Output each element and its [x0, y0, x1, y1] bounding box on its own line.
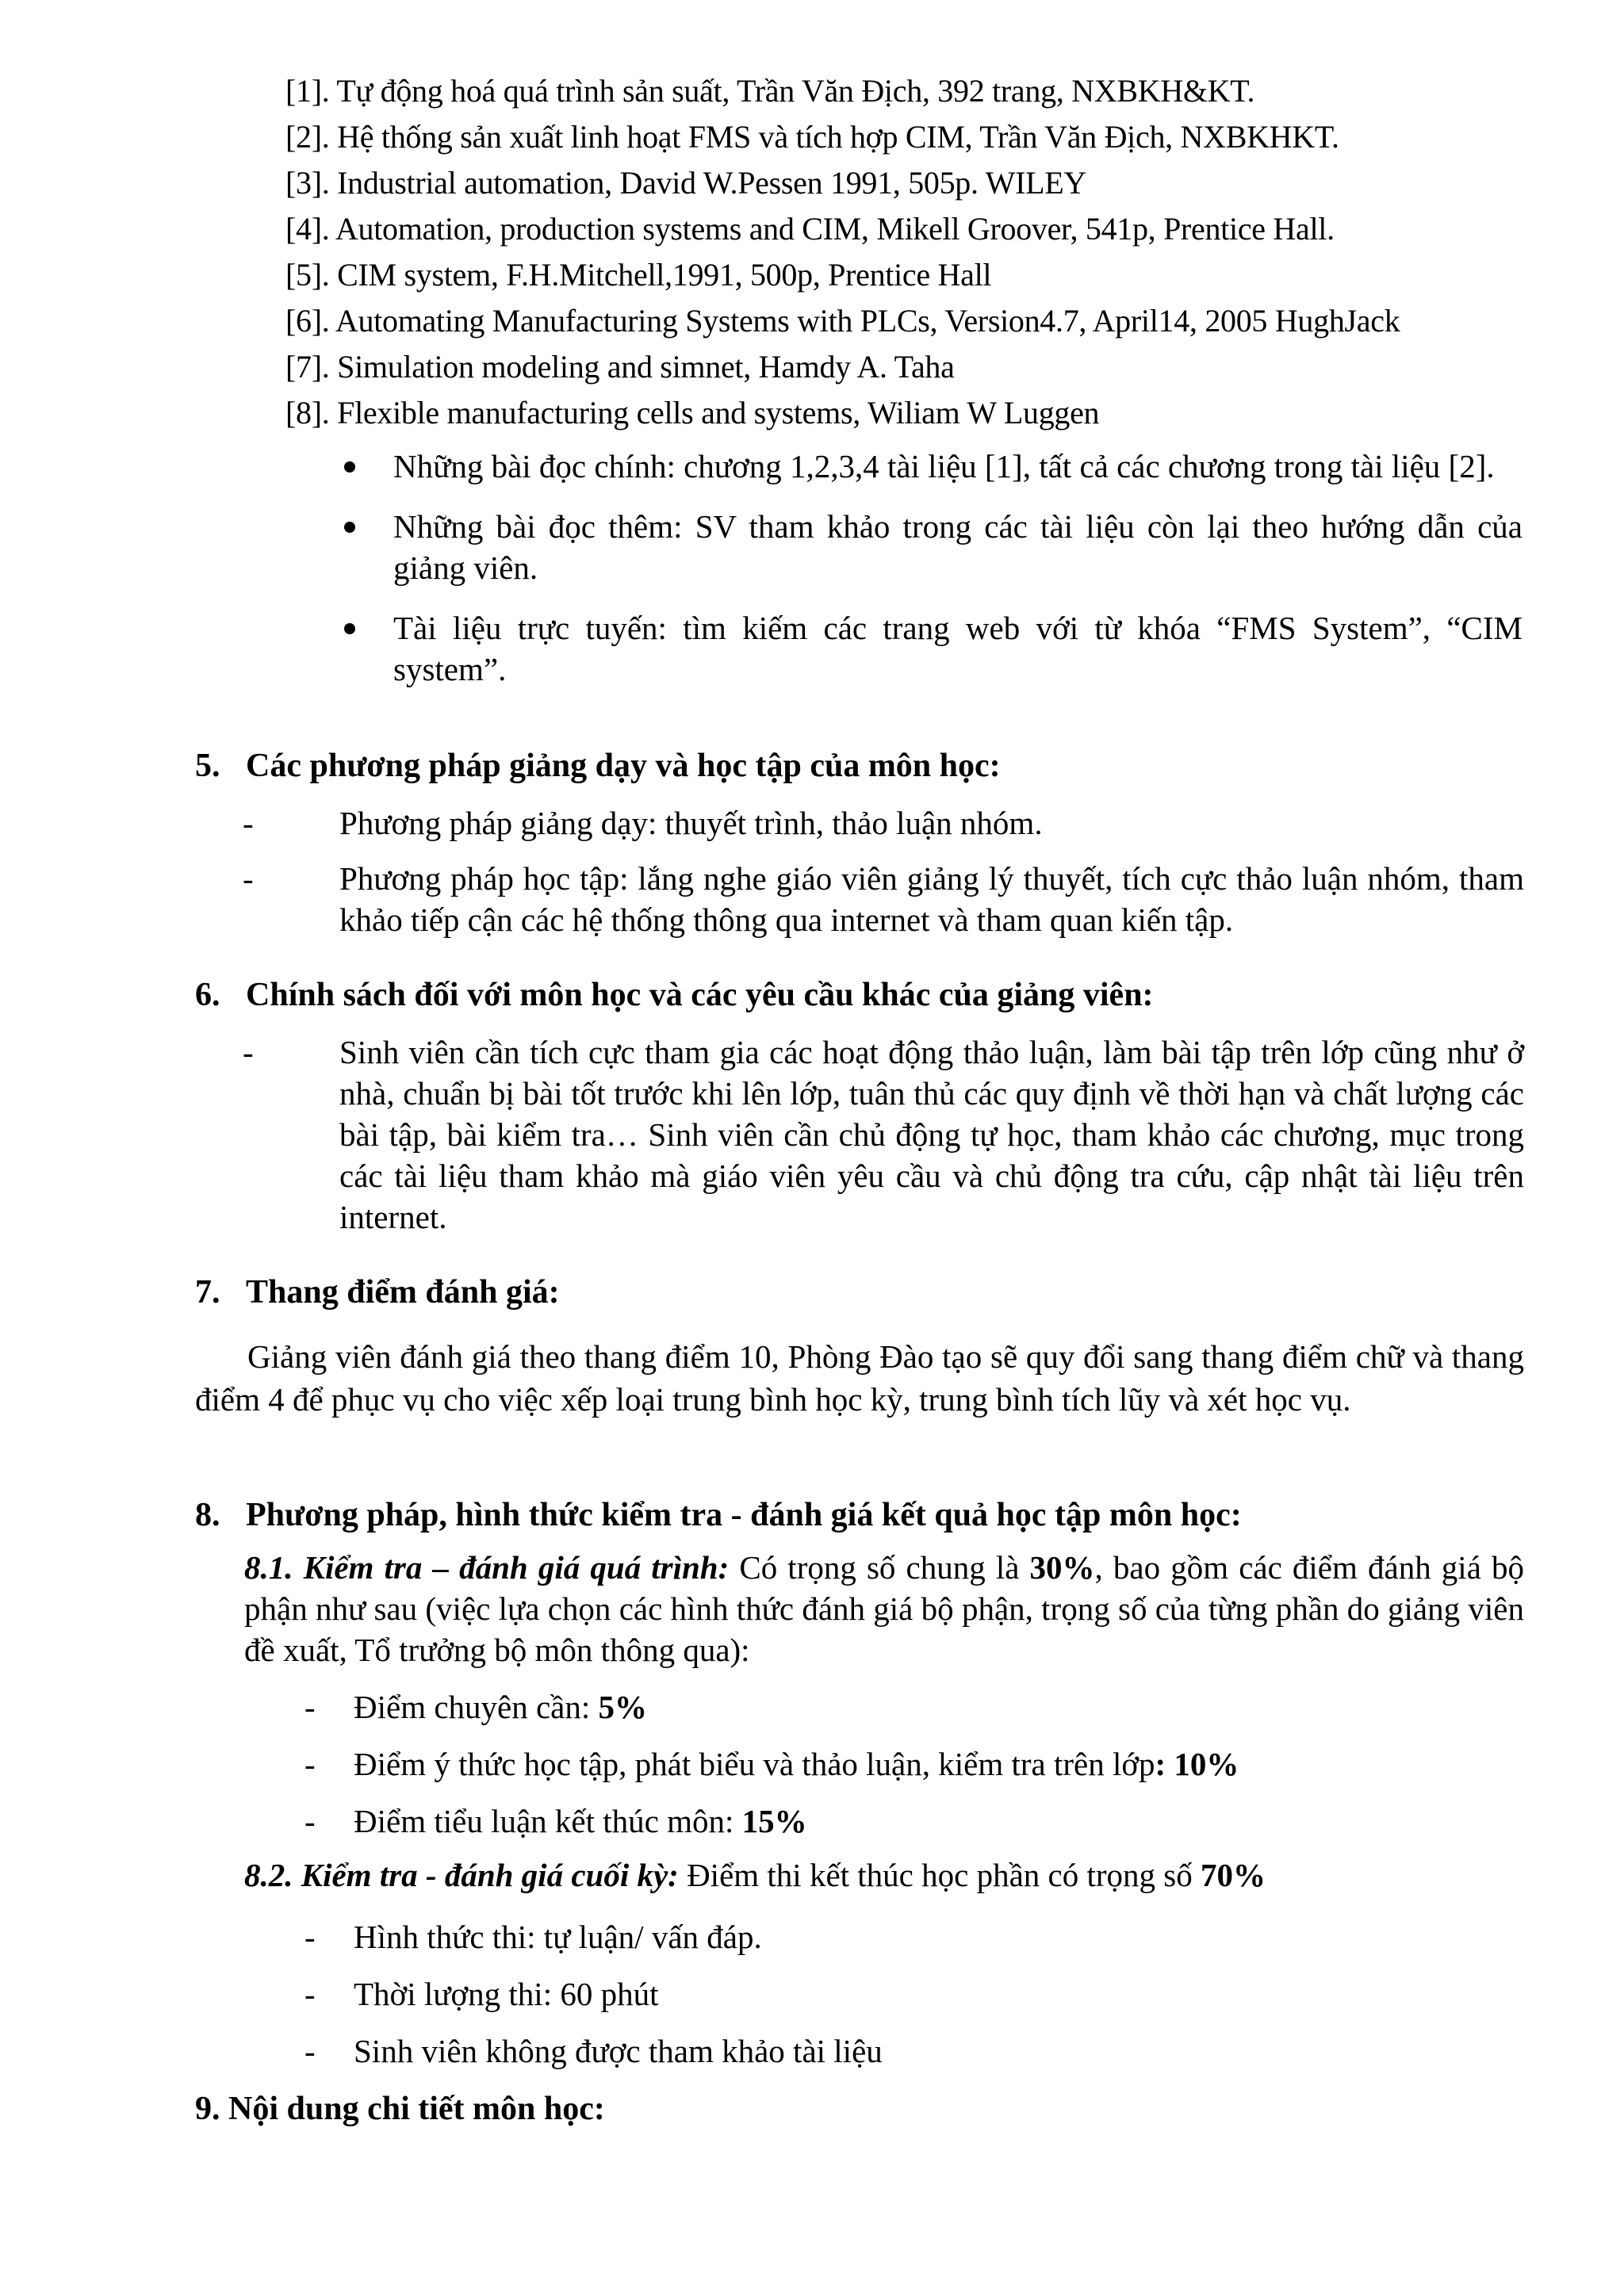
list-item-text: Điểm ý thức học tập, phát biểu và thảo luận, kiểm tra trên lớp [354, 1746, 1155, 1782]
list-item [243, 858, 1524, 940]
bullet-item [336, 607, 1522, 690]
bullet-dot-icon [344, 522, 355, 533]
reference-item: [4]. Automation, production systems and CIM, Mikell Groover, 541p, Prentice Hall. [285, 211, 1335, 247]
list-item [243, 1031, 1524, 1238]
reference-item: [1]. Tự động hoá quá trình sản suất, Trần Văn Địch, 392 trang, NXBKH&KT. [285, 73, 1255, 109]
reference-item: [5]. CIM system, F.H.Mitchell,1991, 500p, Prentice Hall [285, 257, 992, 293]
section-title: Các phương pháp giảng dạy và học tập của môn học: [246, 748, 1001, 784]
section-number: 8. [195, 1497, 220, 1533]
subsection-8-2 [244, 1854, 1524, 1896]
dash-marker: - [243, 1034, 254, 1070]
section-7 [195, 1270, 1524, 1314]
dash-marker: - [304, 1976, 316, 2012]
list-item [304, 2030, 1524, 2072]
list-item [304, 1916, 1524, 1957]
subsection-text: Điểm thi kết thúc học phần có trọng số [678, 1857, 1201, 1893]
section-number: 5. [195, 748, 220, 784]
dash-marker: - [304, 1803, 316, 1839]
weight-value: 70% [1200, 1857, 1266, 1893]
reference-item: [6]. Automating Manufacturing Systems with PLCs, Version4.7, April14, 2005 HughJack [285, 303, 1400, 339]
section-title: Phương pháp, hình thức kiểm tra - đánh giá kết quả học tập môn học: [246, 1497, 1242, 1533]
reading-bullet-list [336, 446, 1522, 709]
section-6 [195, 973, 1524, 1238]
dash-marker: - [304, 2033, 316, 2069]
weight-value: : 10% [1155, 1746, 1239, 1782]
section-number: 7. [195, 1274, 220, 1311]
section-number: 6. [195, 977, 220, 1013]
reference-list [285, 68, 1554, 436]
section-7-body [195, 1335, 1524, 1421]
subsection-text: Có trọng số chung là [729, 1549, 1030, 1586]
list-item [304, 1973, 1524, 2015]
section-title: Thang điểm đánh giá: [246, 1274, 560, 1311]
section-heading [195, 973, 1524, 1017]
dash-marker: - [243, 860, 254, 897]
subsection-text: , bao gồm các điểm đánh giá bộ phận như sau (việc lựa chọn các hình thức đánh giá bộ phận, trọng số của từng phần do giảng viên đề xuất, Tổ trưởng bộ môn thông qua): [244, 1549, 1524, 1668]
section-5 [195, 744, 1524, 940]
bullet-text: Những bài đọc chính: chương 1,2,3,4 tài liệu [1], tất cả các chương trong tài liệu [2]. [393, 448, 1495, 484]
bullet-text: Tài liệu trực tuyến: tìm kiếm các trang web với từ khóa “FMS System”, “CIM system”. [393, 610, 1522, 687]
bullet-dot-icon [344, 623, 355, 634]
weight-value: 15% [741, 1803, 807, 1839]
reference-item: [3]. Industrial automation, David W.Pessen 1991, 505p. WILEY [285, 165, 1087, 201]
section-title: Chính sách đối với môn học và các yêu cầu khác của giảng viên: [246, 977, 1154, 1013]
dash-marker: - [304, 1689, 316, 1725]
list-item-text: Sinh viên cần tích cực tham gia các hoạt động thảo luận, làm bài tập trên lớp cũng như ở nhà, chuẩn bị bài tốt trước khi lên lớp, tuân thủ các quy định về thời hạn và chất lượng các bài tập, bài kiểm tra… Sinh viên cần chủ động tự học, tham khảo các chương, mục trong các tài liệu tham khảo mà giáo viên yêu cầu và chủ động tra cứu, cập nhật tài liệu trên internet. [339, 1034, 1524, 1235]
reference-item: [2]. Hệ thống sản xuất linh hoạt FMS và tích hợp CIM, Trần Văn Địch, NXBKHKT. [285, 119, 1339, 155]
section-heading [195, 1493, 1524, 1537]
section-heading [195, 744, 1524, 788]
subsection-8-1 [244, 1547, 1524, 1670]
list-item [304, 1800, 1524, 1842]
bullet-item [336, 446, 1522, 487]
list-item-text: Phương pháp học tập: lắng nghe giáo viên giảng lý thuyết, tích cực thảo luận nhóm, tham khảo tiếp cận các hệ thống thông qua internet và tham quan kiến tập. [339, 860, 1524, 938]
weight-value: 5% [598, 1689, 648, 1725]
subsection-label: 8.1. Kiểm tra – đánh giá quá trình: [244, 1549, 730, 1586]
list-item-text: Điểm chuyên cần: [354, 1689, 599, 1725]
weight-value: 30% [1029, 1549, 1095, 1586]
list-item-text: Hình thức thi: tự luận/ vấn đáp. [354, 1919, 762, 1955]
list-item-text: Phương pháp giảng dạy: thuyết trình, thảo luận nhóm. [339, 805, 1043, 841]
list-item [243, 802, 1524, 844]
dash-marker: - [304, 1746, 316, 1782]
subsection-label: 8.2. Kiểm tra - đánh giá cuối kỳ: [244, 1857, 679, 1893]
bullet-item [336, 506, 1522, 588]
bullet-text: Những bài đọc thêm: SV tham khảo trong các tài liệu còn lại theo hướng dẫn của giảng viên. [393, 508, 1522, 586]
dash-marker: - [304, 1919, 316, 1955]
dash-marker: - [243, 805, 254, 841]
section-heading: 9. Nội dung chi tiết môn học: [195, 2091, 605, 2127]
section-heading [195, 1270, 1524, 1314]
list-item-text: Sinh viên không được tham khảo tài liệu [354, 2033, 883, 2069]
paragraph: Giảng viên đánh giá theo thang điểm 10, Phòng Đào tạo sẽ quy đổi sang thang điểm chữ và thang điểm 4 để phục vụ cho việc xếp loại trung bình học kỳ, trung bình tích lũy và xét học vụ. [195, 1338, 1524, 1418]
section-8 [195, 1493, 1524, 2072]
section-9 [195, 2087, 1524, 2131]
bullet-dot-icon [344, 461, 355, 473]
list-item-text: Điểm tiểu luận kết thúc môn: [354, 1803, 742, 1839]
reference-item: [8]. Flexible manufacturing cells and systems, Wiliam W Luggen [285, 395, 1100, 430]
reference-item: [7]. Simulation modeling and simnet, Hamdy A. Taha [285, 349, 955, 385]
list-item [304, 1686, 1524, 1728]
list-item-text: Thời lượng thi: 60 phút [354, 1976, 659, 2012]
list-item [304, 1743, 1524, 1785]
